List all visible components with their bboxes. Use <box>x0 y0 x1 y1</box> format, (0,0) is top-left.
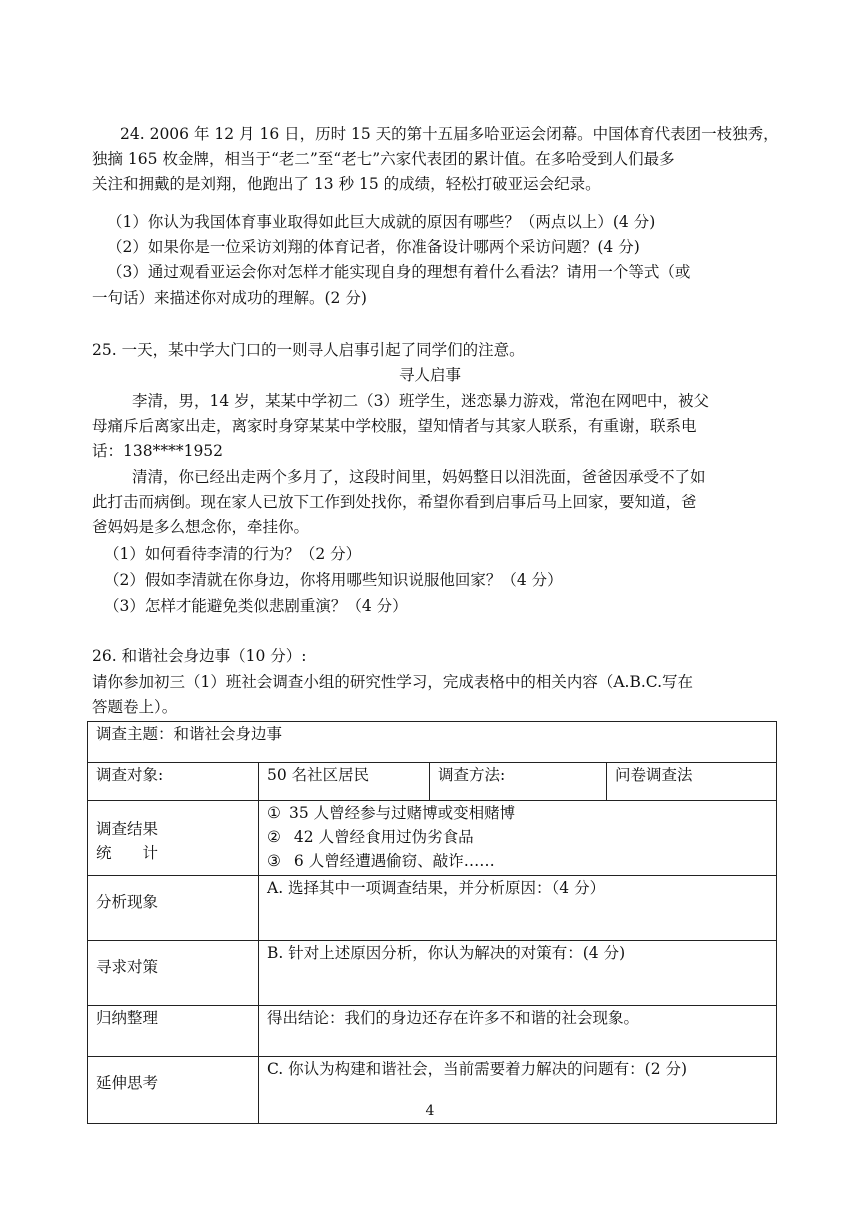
analysis-prompt: A. 选择其中一项调查结果，并分析原因：（4 分） <box>259 876 777 941</box>
q25-sub-1: （1）如何看待李清的行为？（2 分） <box>104 545 362 563</box>
extend-label: 延伸思考 <box>88 1057 259 1124</box>
object-value: 50 名社区居民 <box>259 763 430 801</box>
notice-line-1: 李清，男，14 岁，某某中学初二（3）班学生，迷恋暴力游戏，常泡在网吧中，被父 <box>132 392 710 410</box>
q26-intro-line-2: 答题卷上）。 <box>92 698 178 716</box>
strategy-label: 寻求对策 <box>88 941 259 1006</box>
notice-line-6: 爸妈妈是多么想念你，牵挂你。 <box>92 518 310 536</box>
result-item: ② 42 人曾经食用过伪劣食品 <box>267 828 474 846</box>
q24-text-line-2: 独摘 165 枚金牌，相当于“老二”至“老七”六家代表团的累计值。在多哈受到人们最多 <box>92 150 675 168</box>
table-row-strategy <box>88 941 777 1006</box>
object-label: 调查对象: <box>88 763 259 801</box>
table-row-object <box>88 763 777 801</box>
result-item: ③ 6 人曾经遭遇偷窃、敲诈…… <box>267 852 495 870</box>
q24-sub-1: （1）你认为我国体育事业取得如此巨大成就的原因有哪些？（两点以上）(4 分) <box>107 213 656 231</box>
notice-line-5: 此打击而病倒。现在家人已放下工作到处找你，希望你看到启事后马上回家，要知道，爸 <box>92 493 697 511</box>
q26-title: 26. 和谐社会身边事（10 分）: <box>92 647 307 665</box>
summary-label: 归纳整理 <box>88 1006 259 1057</box>
q24-sub-2: （2）如果你是一位采访刘翔的体育记者，你准备设计哪两个采访问题？(4 分) <box>107 238 640 256</box>
q24-text-line-3: 关注和拥戴的是刘翔，他跑出了 13 秒 15 的成绩，轻松打破亚运会纪录。 <box>92 175 601 193</box>
q25-sub-2: （2）假如李清就在你身边，你将用哪些知识说服他回家？（4 分） <box>104 571 563 589</box>
results-label-2: 统 计 <box>96 844 159 862</box>
survey-theme: 调查主题：和谐社会身边事 <box>88 722 777 763</box>
table-row-results <box>88 801 777 876</box>
survey-table <box>87 721 777 1124</box>
method-label: 调查方法: <box>430 763 607 801</box>
q24-sub-3: （3）通过观看亚运会你对怎样才能实现自身的理想有着什么看法？请用一个等式（或 <box>107 263 691 281</box>
summary-value: 得出结论：我们的身边还存在许多不和谐的社会现象。 <box>259 1006 777 1057</box>
page-number: 4 <box>425 1103 435 1119</box>
results-label-1: 调查结果 <box>96 820 159 838</box>
q25-intro: 25. 一天，某中学大门口的一则寻人启事引起了同学们的注意。 <box>92 341 525 359</box>
notice-line-3: 话：138****1952 <box>92 442 224 460</box>
q24-text-line-1: 24. 2006 年 12 月 16 日，历时 15 天的第十五届多哈亚运会闭幕。中国体育代表团一枝独秀， <box>120 125 779 143</box>
notice-line-2: 母痛斥后离家出走，离家时身穿某某中学校服，望知情者与其家人联系，有重谢，联系电 <box>92 417 697 435</box>
extend-prompt: C. 你认为构建和谐社会，当前需要着力解决的问题有：(2 分) <box>259 1057 777 1124</box>
result-item: ① 35 人曾经参与过赌博或变相赌博 <box>267 804 516 822</box>
notice-line-4: 清清，你已经出走两个多月了，这段时间里，妈妈整日以泪洗面，爸爸因承受不了如 <box>132 468 706 486</box>
q26-intro-line-1: 请你参加初三（1）班社会调查小组的研究性学习，完成表格中的相关内容（A.B.C.写在 <box>92 673 694 691</box>
table-row-analysis <box>88 876 777 941</box>
method-value: 问卷调查法 <box>607 763 777 801</box>
table-row-theme <box>88 722 777 763</box>
q25-sub-3: （3）怎样才能避免类似悲剧重演？（4 分） <box>104 597 408 615</box>
analysis-label: 分析现象 <box>88 876 259 941</box>
strategy-prompt: B. 针对上述原因分析，你认为解决的对策有：(4 分) <box>259 941 777 1006</box>
results-label-cell <box>88 801 259 876</box>
table-row-summary <box>88 1006 777 1057</box>
notice-title: 寻人启事 <box>398 366 461 384</box>
results-list <box>259 801 777 876</box>
q24-sub-3-cont: 一句话）来描述你对成功的理解。(2 分) <box>92 289 367 307</box>
